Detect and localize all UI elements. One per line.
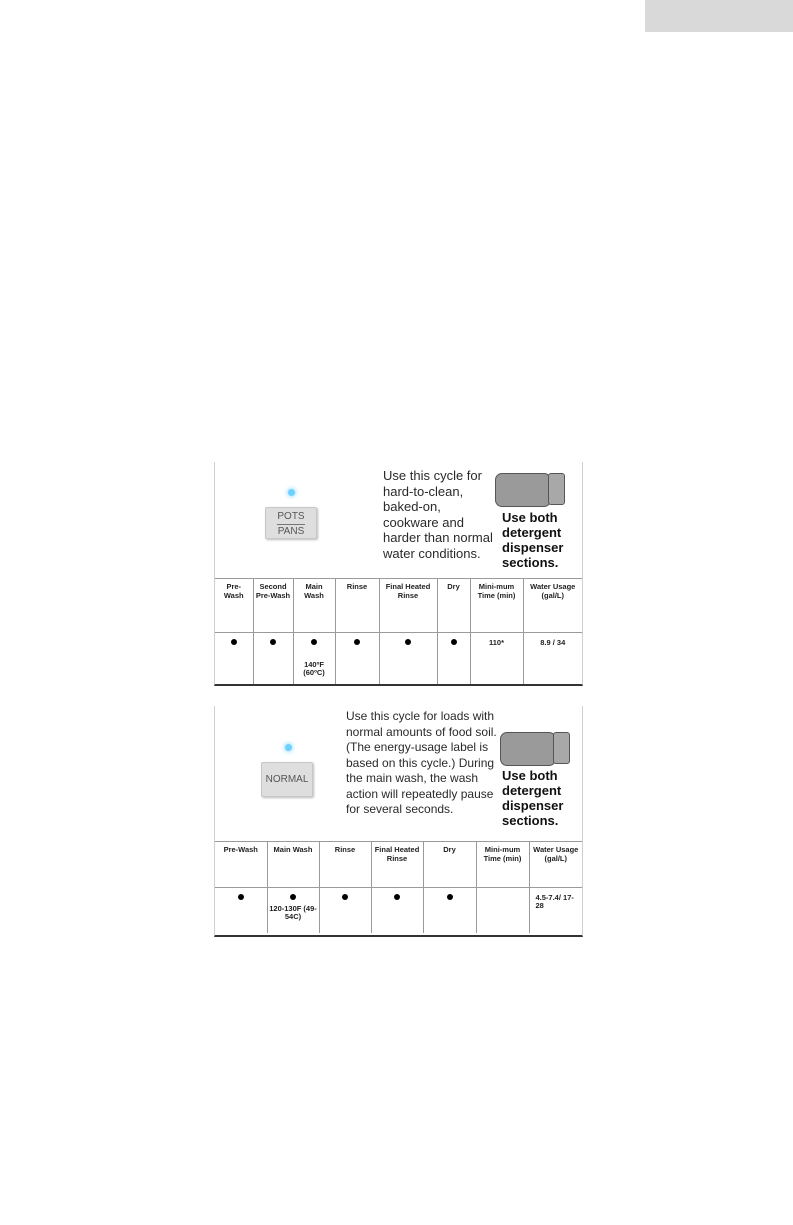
- normal-cycle-table: [215, 842, 582, 933]
- header-main-wash: Main Wash: [267, 842, 319, 887]
- normal-header: [215, 706, 582, 842]
- pots-pans-indicator-led: [288, 489, 295, 496]
- cell-main-wash: [293, 632, 335, 684]
- pots-pans-header: [215, 462, 582, 579]
- pots-pans-cycle-panel: [214, 462, 583, 686]
- cell-main-wash: [267, 887, 319, 933]
- step-dot: [231, 639, 237, 645]
- step-dot: [238, 894, 244, 900]
- normal-button[interactable]: [261, 762, 313, 797]
- normal-indicator-led: [285, 744, 292, 751]
- step-dot: [270, 639, 276, 645]
- detergent-bottle-icon: [500, 732, 570, 766]
- normal-detergent-note: Use both detergent dispenser sections.: [502, 768, 564, 828]
- header-dry: Dry: [423, 842, 476, 887]
- step-dot: [342, 894, 348, 900]
- header-minimum-time: Mini-mum Time (min): [476, 842, 529, 887]
- cell-minimum-time: [476, 887, 529, 933]
- cell-water-usage: 4.5-7.4/ 17-28: [535, 892, 574, 910]
- header-pre-wash: Pre-Wash: [215, 842, 267, 887]
- cell-rinse: [335, 632, 379, 684]
- cell-dry: [437, 632, 470, 684]
- step-dot: [447, 894, 453, 900]
- normal-value-row: [215, 887, 582, 933]
- pots-pans-value-row: [215, 632, 582, 684]
- step-dot: [290, 894, 296, 900]
- step-dot: [354, 639, 360, 645]
- cell-rinse: [319, 887, 371, 933]
- cell-minimum-time: 110*: [470, 632, 523, 684]
- pots-pans-description: Use this cycle for hard-to-clean, baked-on, cookware and harder than normal water conditions.: [383, 468, 493, 561]
- header-rinse: Rinse: [319, 842, 371, 887]
- pots-pans-button[interactable]: [265, 507, 317, 539]
- step-dot: [394, 894, 400, 900]
- cell-final-heated-rinse: [379, 632, 437, 684]
- normal-description: Use this cycle for loads with normal amounts of food soil. (The energy-usage label is based on this cycle.) During the main wash, the wash action will repeatedly pause for several seconds.: [346, 709, 497, 816]
- header-pre-wash: Pre-Wash: [215, 579, 253, 632]
- step-dot: [451, 639, 457, 645]
- pots-pans-button-line2: PANS: [277, 526, 305, 537]
- header-rinse: Rinse: [335, 579, 379, 632]
- cell-dry: [423, 887, 476, 933]
- pots-pans-button-line1: POTS: [277, 511, 305, 522]
- cell-water-usage: 8.9 / 34: [540, 637, 566, 647]
- main-wash-temp: 120-130F (49-54C): [269, 903, 317, 921]
- detergent-bottle-icon: [495, 473, 565, 507]
- pots-pans-detergent-note: Use both detergent dispenser sections.: [502, 510, 564, 570]
- header-final-heated-rinse: Final Heated Rinse: [371, 842, 423, 887]
- pots-pans-header-row: [215, 579, 582, 632]
- header-water-usage: Water Usage (gal/L): [529, 842, 582, 887]
- page-corner-tab: [645, 0, 793, 32]
- step-dot: [405, 639, 411, 645]
- cell-final-heated-rinse: [371, 887, 423, 933]
- cell-second-pre-wash: [253, 632, 293, 684]
- header-main-wash: Main Wash: [293, 579, 335, 632]
- header-water-usage: Water Usage (gal/L): [523, 579, 582, 632]
- main-wash-temp: 140ºF (60ºC): [303, 659, 325, 677]
- normal-button-label: NORMAL: [265, 774, 309, 785]
- header-second-pre-wash: Second Pre-Wash: [253, 579, 293, 632]
- cell-pre-wash: [215, 632, 253, 684]
- normal-cycle-panel: [214, 706, 583, 937]
- normal-header-row: [215, 842, 582, 887]
- pots-pans-cycle-table: [215, 579, 582, 684]
- header-dry: Dry: [437, 579, 470, 632]
- header-final-heated-rinse: Final Heated Rinse: [379, 579, 437, 632]
- cell-pre-wash: [215, 887, 267, 933]
- header-minimum-time: Mini-mum Time (min): [470, 579, 523, 632]
- step-dot: [311, 639, 317, 645]
